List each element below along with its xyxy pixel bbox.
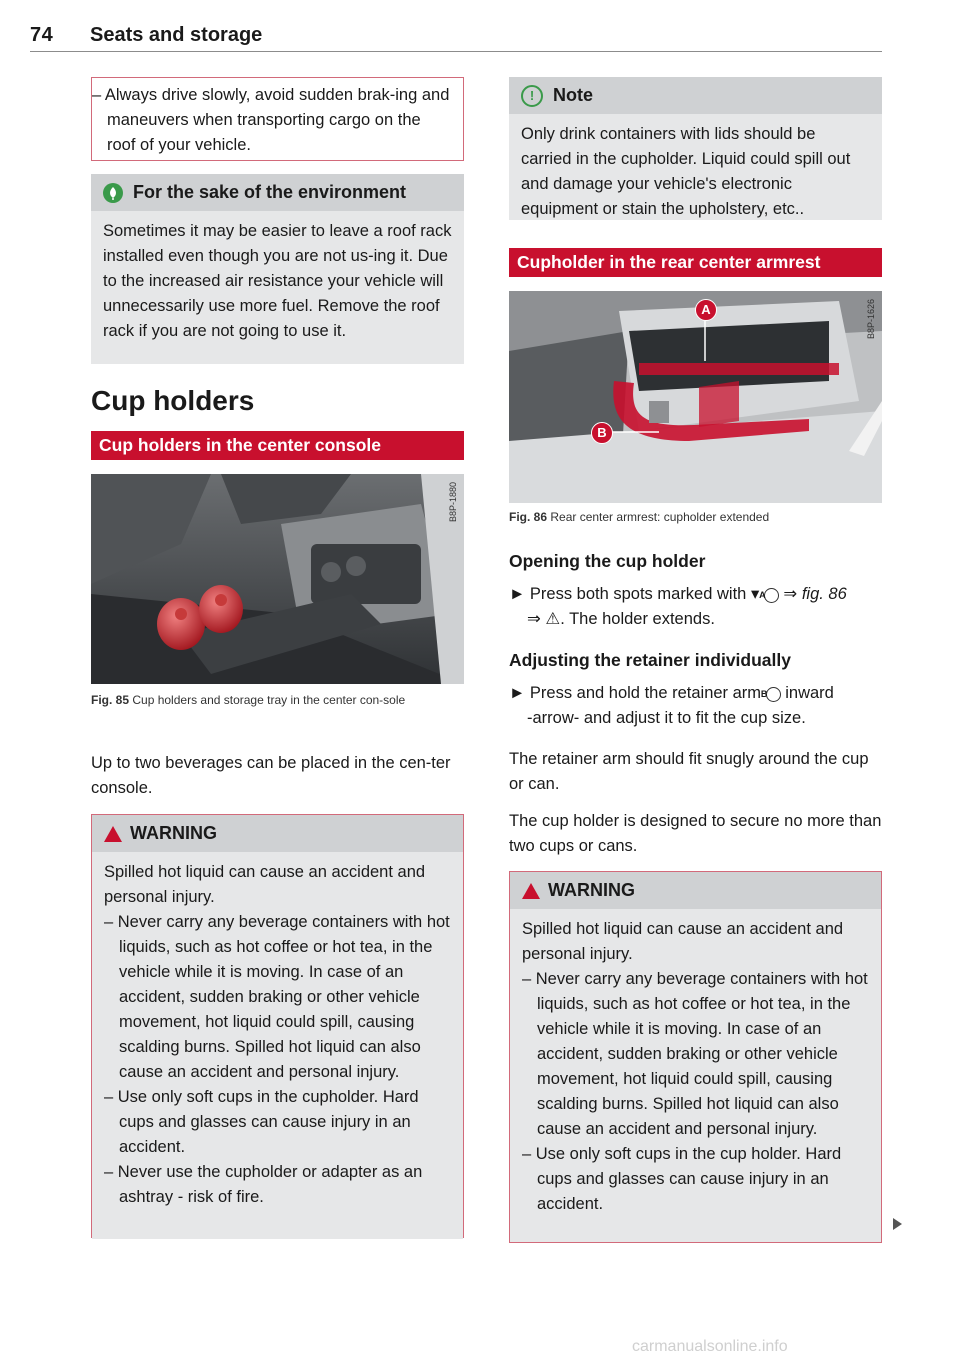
rear-armrest-banner: Cupholder in the rear center armrest xyxy=(509,248,882,277)
environment-box xyxy=(91,174,464,364)
right-warning-body xyxy=(510,909,881,1242)
figure-86-image xyxy=(509,291,882,503)
right-warning-item-2: – Use only soft cups in the cup holder. Hard cups and glasses can cause injury in an accident. xyxy=(522,1145,842,1213)
note-info-icon: ! xyxy=(521,85,543,107)
adjusting-step xyxy=(509,681,882,731)
right-warning-header xyxy=(510,872,881,909)
callout-b-ref: B xyxy=(766,687,781,702)
watermark: carmanualsonline.info xyxy=(632,1338,788,1355)
note-header xyxy=(509,77,882,114)
figure-86-caption-text: Rear center armrest: cupholder extended xyxy=(550,510,770,524)
right-warning-box xyxy=(509,871,882,1243)
figure-85-caption xyxy=(91,690,464,710)
left-warning-item-3: – Never use the cupholder or adapter as an ashtray - risk of fire. xyxy=(104,1163,423,1206)
figure-85-image xyxy=(91,474,464,684)
right-warning-title: WARNING xyxy=(548,880,635,900)
right-warning-item-1: – Never carry any beverage containers with hot liquids, such as hot coffee or hot tea, in the vehicle while it is moving. In case of an accident, sudden braking or other vehicle movement, hot liquid could spill, causing scalding burns. Spilled hot liquid can also cause an accident and personal injury. xyxy=(522,970,868,1138)
figure-86-code: B8P-1626 xyxy=(866,299,876,340)
note-body: Only drink containers with lids should be carried in the cupholder. Liquid could spill out and damage your vehicle's electronic equipment or stain the upholstery, etc.. xyxy=(521,125,851,218)
adjusting-step-post: inward xyxy=(785,684,834,702)
adjusting-heading: Adjusting the retainer individually xyxy=(509,650,791,670)
figure-85-code: B8P-1880 xyxy=(448,482,458,523)
page-number: 74 xyxy=(30,24,54,46)
continue-arrow-icon xyxy=(893,1218,902,1230)
environment-title: For the sake of the environment xyxy=(133,182,407,202)
section-title: Seats and storage xyxy=(90,24,263,46)
cup-symbol-icon: ▾ xyxy=(750,585,760,603)
adjusting-step-line2: -arrow- and adjust it to fit the cup size. xyxy=(527,709,806,727)
adjusting-step-text: ► Press and hold the retainer arm xyxy=(509,684,762,702)
figure-85-label: Fig. 85 xyxy=(91,693,130,707)
right-warning-intro: Spilled hot liquid can cause an accident and personal injury. xyxy=(522,920,844,963)
environment-leaf-icon xyxy=(103,183,123,203)
opening-step-text: ► Press both spots marked with xyxy=(509,585,747,603)
roof-cargo-warning-tail xyxy=(91,77,464,161)
opening-heading: Opening the cup holder xyxy=(509,551,706,571)
opening-step-figref: ⇒ fig. 86 xyxy=(783,585,847,603)
left-warning-header xyxy=(92,815,463,852)
figure-86-label: Fig. 86 xyxy=(509,510,548,524)
left-warning-box xyxy=(91,814,464,1238)
warning-triangle-icon xyxy=(104,826,122,842)
center-console-paragraph: Up to two beverages can be placed in the cen-ter console. xyxy=(91,754,451,797)
left-warning-body xyxy=(92,852,463,1239)
center-console-banner: Cup holders in the center console xyxy=(91,431,464,460)
opening-step xyxy=(509,582,882,632)
capacity-paragraph: The cup holder is designed to secure no more than two cups or cans. xyxy=(509,812,882,855)
note-title: Note xyxy=(553,85,593,105)
environment-header xyxy=(91,174,464,211)
page-header xyxy=(30,24,882,52)
opening-step-line2: ⇒ ⚠. The holder extends. xyxy=(527,610,715,628)
warning-triangle-icon xyxy=(522,883,540,899)
figure-86-caption xyxy=(509,507,882,527)
callout-a-ref: A xyxy=(764,588,779,603)
environment-body: Sometimes it may be easier to leave a roof rack installed even though you are not us-ing it. Due to the increased air resistance your vehicle will unnecessarily use more fuel. Remove the roof rack if you are not going to use it. xyxy=(103,222,452,340)
left-warning-title: WARNING xyxy=(130,823,217,843)
roof-cargo-text: – Always drive slowly, avoid sudden brak-ing and maneuvers when transporting cargo on the roof of your vehicle. xyxy=(92,86,450,154)
cup-holders-heading: Cup holders xyxy=(91,385,255,416)
left-warning-item-2: – Use only soft cups in the cupholder. Hard cups and glasses can cause injury in an accident. xyxy=(104,1088,419,1156)
retainer-paragraph: The retainer arm should fit snugly around the cup or can. xyxy=(509,750,869,793)
left-warning-item-1: – Never carry any beverage containers with hot liquids, such as hot coffee or hot tea, in the vehicle while it is moving. In case of an accident, sudden braking or other vehicle movement, hot liquid could spill, causing scalding burns. Spilled hot liquid can also cause an accident and personal injury. xyxy=(104,913,450,1081)
left-warning-intro: Spilled hot liquid can cause an accident and personal injury. xyxy=(104,863,426,906)
figure-85-caption-text: Cup holders and storage tray in the center con-sole xyxy=(132,693,406,707)
callout-a: A xyxy=(695,299,717,321)
callout-b: B xyxy=(591,422,613,444)
note-box xyxy=(509,77,882,220)
